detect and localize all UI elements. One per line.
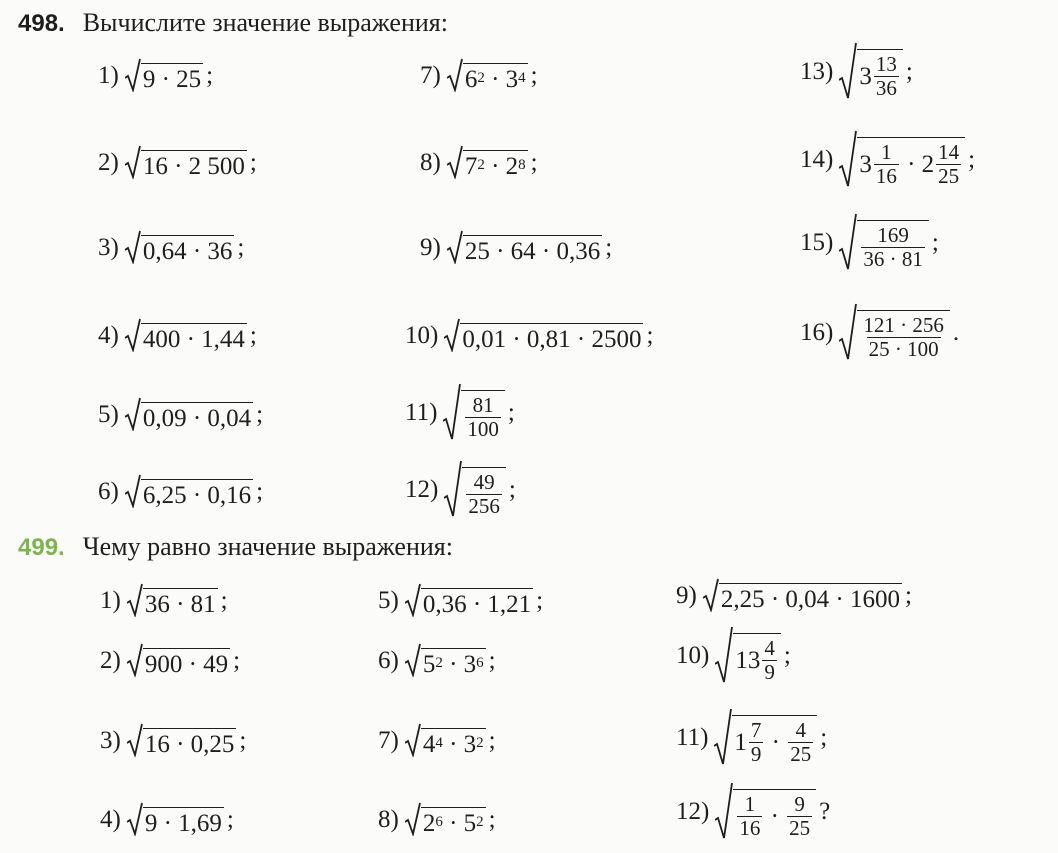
item-label: 16): [800, 318, 834, 346]
radicand: 7 2 · 2 8: [463, 150, 528, 179]
item-punct: ;: [256, 477, 264, 505]
ex499-item-2: [100, 643, 240, 677]
ex499-item-11: [676, 708, 827, 766]
fraction: $\frac{121 \cdot 256}{25 \cdot 100}$: [863, 312, 944, 361]
square-root: [444, 460, 506, 518]
ex499-item-3: [100, 723, 246, 757]
square-root: [703, 578, 902, 612]
item-punct: ;: [239, 726, 247, 754]
square-root: [125, 397, 253, 431]
item-label: 1): [98, 61, 119, 89]
radicand: 36 · 81: [143, 588, 218, 617]
square-root: [444, 318, 643, 352]
item-punct: ;: [488, 646, 496, 674]
item-label: 4): [98, 321, 119, 349]
item-label: 14): [800, 145, 834, 173]
exercise-499-header: [18, 532, 453, 562]
radicand: 16 · 2 500: [141, 150, 247, 179]
square-root: [714, 708, 817, 766]
square-root: [715, 782, 816, 840]
item-label: 1): [100, 586, 121, 614]
item-label: 12): [676, 797, 710, 825]
ex498-item-15: [800, 213, 939, 271]
ex498-item-11: [405, 383, 515, 441]
ex498-item-4: [98, 318, 257, 352]
square-root: [127, 583, 218, 617]
square-root: [125, 145, 247, 179]
radicand: $\frac{1}{16}$ · $\frac{9}{25}$: [733, 789, 816, 840]
square-root: [447, 230, 602, 264]
ex498-item-9: [420, 230, 612, 264]
item-label: 6): [98, 477, 119, 505]
item-label: 2): [98, 148, 119, 176]
item-punct: ;: [507, 398, 515, 426]
ex498-item-1: [98, 58, 213, 92]
square-root: [125, 230, 235, 264]
item-label: 13): [800, 57, 834, 85]
item-punct: ;: [536, 586, 544, 614]
ex499-item-9: [676, 578, 912, 612]
radicand: 3 $\frac{1}{16}$ · 2 $\frac{14}{25}$: [857, 137, 965, 188]
radicand: 1 $\frac{7}{9}$ · $\frac{4}{25}$: [732, 715, 817, 766]
ex498-item-8: [420, 145, 538, 179]
fraction: $\frac{13}{36}$: [875, 51, 897, 100]
fraction: $\frac{49}{256}$: [468, 469, 500, 518]
item-punct: ;: [530, 61, 538, 89]
radicand: 13 $\frac{4}{9}$: [733, 633, 781, 684]
ex499-item-7: [378, 723, 496, 757]
ex498-item-5: [98, 397, 263, 431]
item-label: 11): [676, 723, 709, 751]
square-root: [405, 643, 486, 677]
item-punct: ;: [820, 723, 828, 751]
item-label: 9): [676, 581, 697, 609]
fraction: $\frac{1}{16}$: [875, 139, 897, 188]
item-punct: ;: [226, 805, 234, 833]
ex498-item-16: [800, 303, 959, 361]
radicand: [461, 390, 505, 441]
item-label: 5): [98, 400, 119, 428]
item-punct: ;: [646, 321, 654, 349]
fraction: $\frac{81}{100}$: [467, 392, 499, 441]
fraction: $\frac{4}{9}$: [764, 635, 775, 684]
exercise-498-heading: Вычислите значение выражения:: [82, 8, 448, 37]
square-root: [405, 723, 486, 757]
radicand: 16 · 0,25: [143, 728, 237, 757]
radicand: 400 · 1,44: [141, 323, 247, 352]
square-root: [127, 802, 224, 836]
radicand: 0,64 · 36: [141, 235, 235, 264]
ex499-item-6: [378, 643, 496, 677]
square-root: [839, 213, 929, 271]
item-punct: ;: [783, 641, 791, 669]
ex498-item-7: [420, 58, 538, 92]
ex498-item-6: [98, 474, 263, 508]
radicand: 9 · 25: [141, 63, 203, 92]
item-punct: ;: [905, 57, 913, 85]
square-root: [447, 145, 528, 179]
item-label: 10): [676, 641, 710, 669]
item-punct: ;: [233, 646, 241, 674]
fraction: $\frac{169}{36 \cdot 81}$: [863, 222, 923, 271]
radicand: 5 2 · 3 6: [421, 648, 486, 677]
item-punct: ;: [904, 581, 912, 609]
item-punct: .: [952, 318, 960, 346]
radicand: [857, 310, 950, 361]
fraction: $\frac{9}{25}$: [789, 791, 811, 840]
item-label: 5): [378, 586, 399, 614]
item-label: 6): [378, 646, 399, 674]
ex499-item-8: [378, 802, 496, 836]
item-punct: ;: [931, 228, 939, 256]
item-label: 9): [420, 233, 441, 261]
ex498-item-12: [405, 460, 516, 518]
radicand: 25 · 64 · 0,36: [463, 235, 602, 264]
item-punct: ;: [605, 233, 613, 261]
radicand: [462, 467, 506, 518]
item-punct: ;: [249, 321, 257, 349]
ex498-item-2: [98, 145, 257, 179]
square-root: [125, 474, 253, 508]
item-label: 7): [378, 726, 399, 754]
fraction: $\frac{1}{16}$: [739, 791, 761, 840]
item-label: 11): [405, 398, 438, 426]
radicand: 9 · 1,69: [143, 807, 224, 836]
ex499-item-1: [100, 583, 228, 617]
exercise-499-heading: Чему равно значение выражения:: [82, 532, 453, 561]
item-punct: ;: [220, 586, 228, 614]
item-label: 10): [405, 321, 439, 349]
item-label: 4): [100, 805, 121, 833]
item-label: 2): [100, 646, 121, 674]
radicand: 6 2 · 3 4: [463, 63, 528, 92]
ex498-item-3: [98, 230, 244, 264]
ex499-item-5: [378, 583, 543, 617]
fraction: $\frac{4}{25}$: [790, 717, 812, 766]
square-root: [839, 130, 965, 188]
square-root: [839, 42, 903, 100]
item-label: 8): [420, 148, 441, 176]
exercise-498-header: [18, 8, 448, 38]
radicand: 0,36 · 1,21: [421, 588, 533, 617]
item-label: 3): [100, 726, 121, 754]
fraction: $\frac{14}{25}$: [938, 139, 960, 188]
ex499-item-4: [100, 802, 234, 836]
item-punct: ;: [256, 400, 264, 428]
square-root: [405, 583, 533, 617]
exercise-499-number: 499.: [18, 534, 65, 561]
radicand: 0,01 · 0,81 · 2500: [460, 323, 643, 352]
item-punct: ?: [819, 797, 831, 825]
square-root: [839, 303, 950, 361]
item-punct: ;: [508, 475, 516, 503]
item-punct: ;: [206, 61, 214, 89]
radicand: 0,09 · 0,04: [141, 402, 253, 431]
square-root: [127, 643, 230, 677]
square-root: [127, 723, 237, 757]
item-label: 7): [420, 61, 441, 89]
item-punct: ;: [237, 233, 245, 261]
ex499-item-10: [676, 626, 791, 684]
fraction: $\frac{7}{9}$: [750, 717, 762, 766]
item-punct: ;: [530, 148, 538, 176]
radicand: 2 6 · 5 2: [421, 807, 486, 836]
radicand: 2,25 · 0,04 · 1600: [719, 583, 902, 612]
radicand: 6,25 · 0,16: [141, 479, 253, 508]
item-punct: ;: [249, 148, 257, 176]
ex498-item-14: [800, 130, 975, 188]
exercise-498-number: 498.: [18, 10, 65, 37]
square-root: [125, 318, 247, 352]
radicand: 4 4 · 3 2: [421, 728, 486, 757]
ex499-item-12: [676, 782, 830, 840]
item-label: 3): [98, 233, 119, 261]
ex498-item-10: [405, 318, 653, 352]
square-root: [443, 383, 505, 441]
item-punct: ;: [488, 805, 496, 833]
square-root: [715, 626, 781, 684]
item-punct: ;: [968, 145, 976, 173]
item-punct: ;: [488, 726, 496, 754]
square-root: [447, 58, 528, 92]
ex498-item-13: [800, 42, 913, 100]
item-label: 8): [378, 805, 399, 833]
square-root: [125, 58, 203, 92]
radicand: 900 · 49: [143, 648, 230, 677]
square-root: [405, 802, 486, 836]
radicand: [857, 220, 929, 271]
item-label: 12): [405, 475, 439, 503]
radicand: 3 $\frac{13}{36}$: [857, 49, 903, 100]
item-label: 15): [800, 228, 834, 256]
